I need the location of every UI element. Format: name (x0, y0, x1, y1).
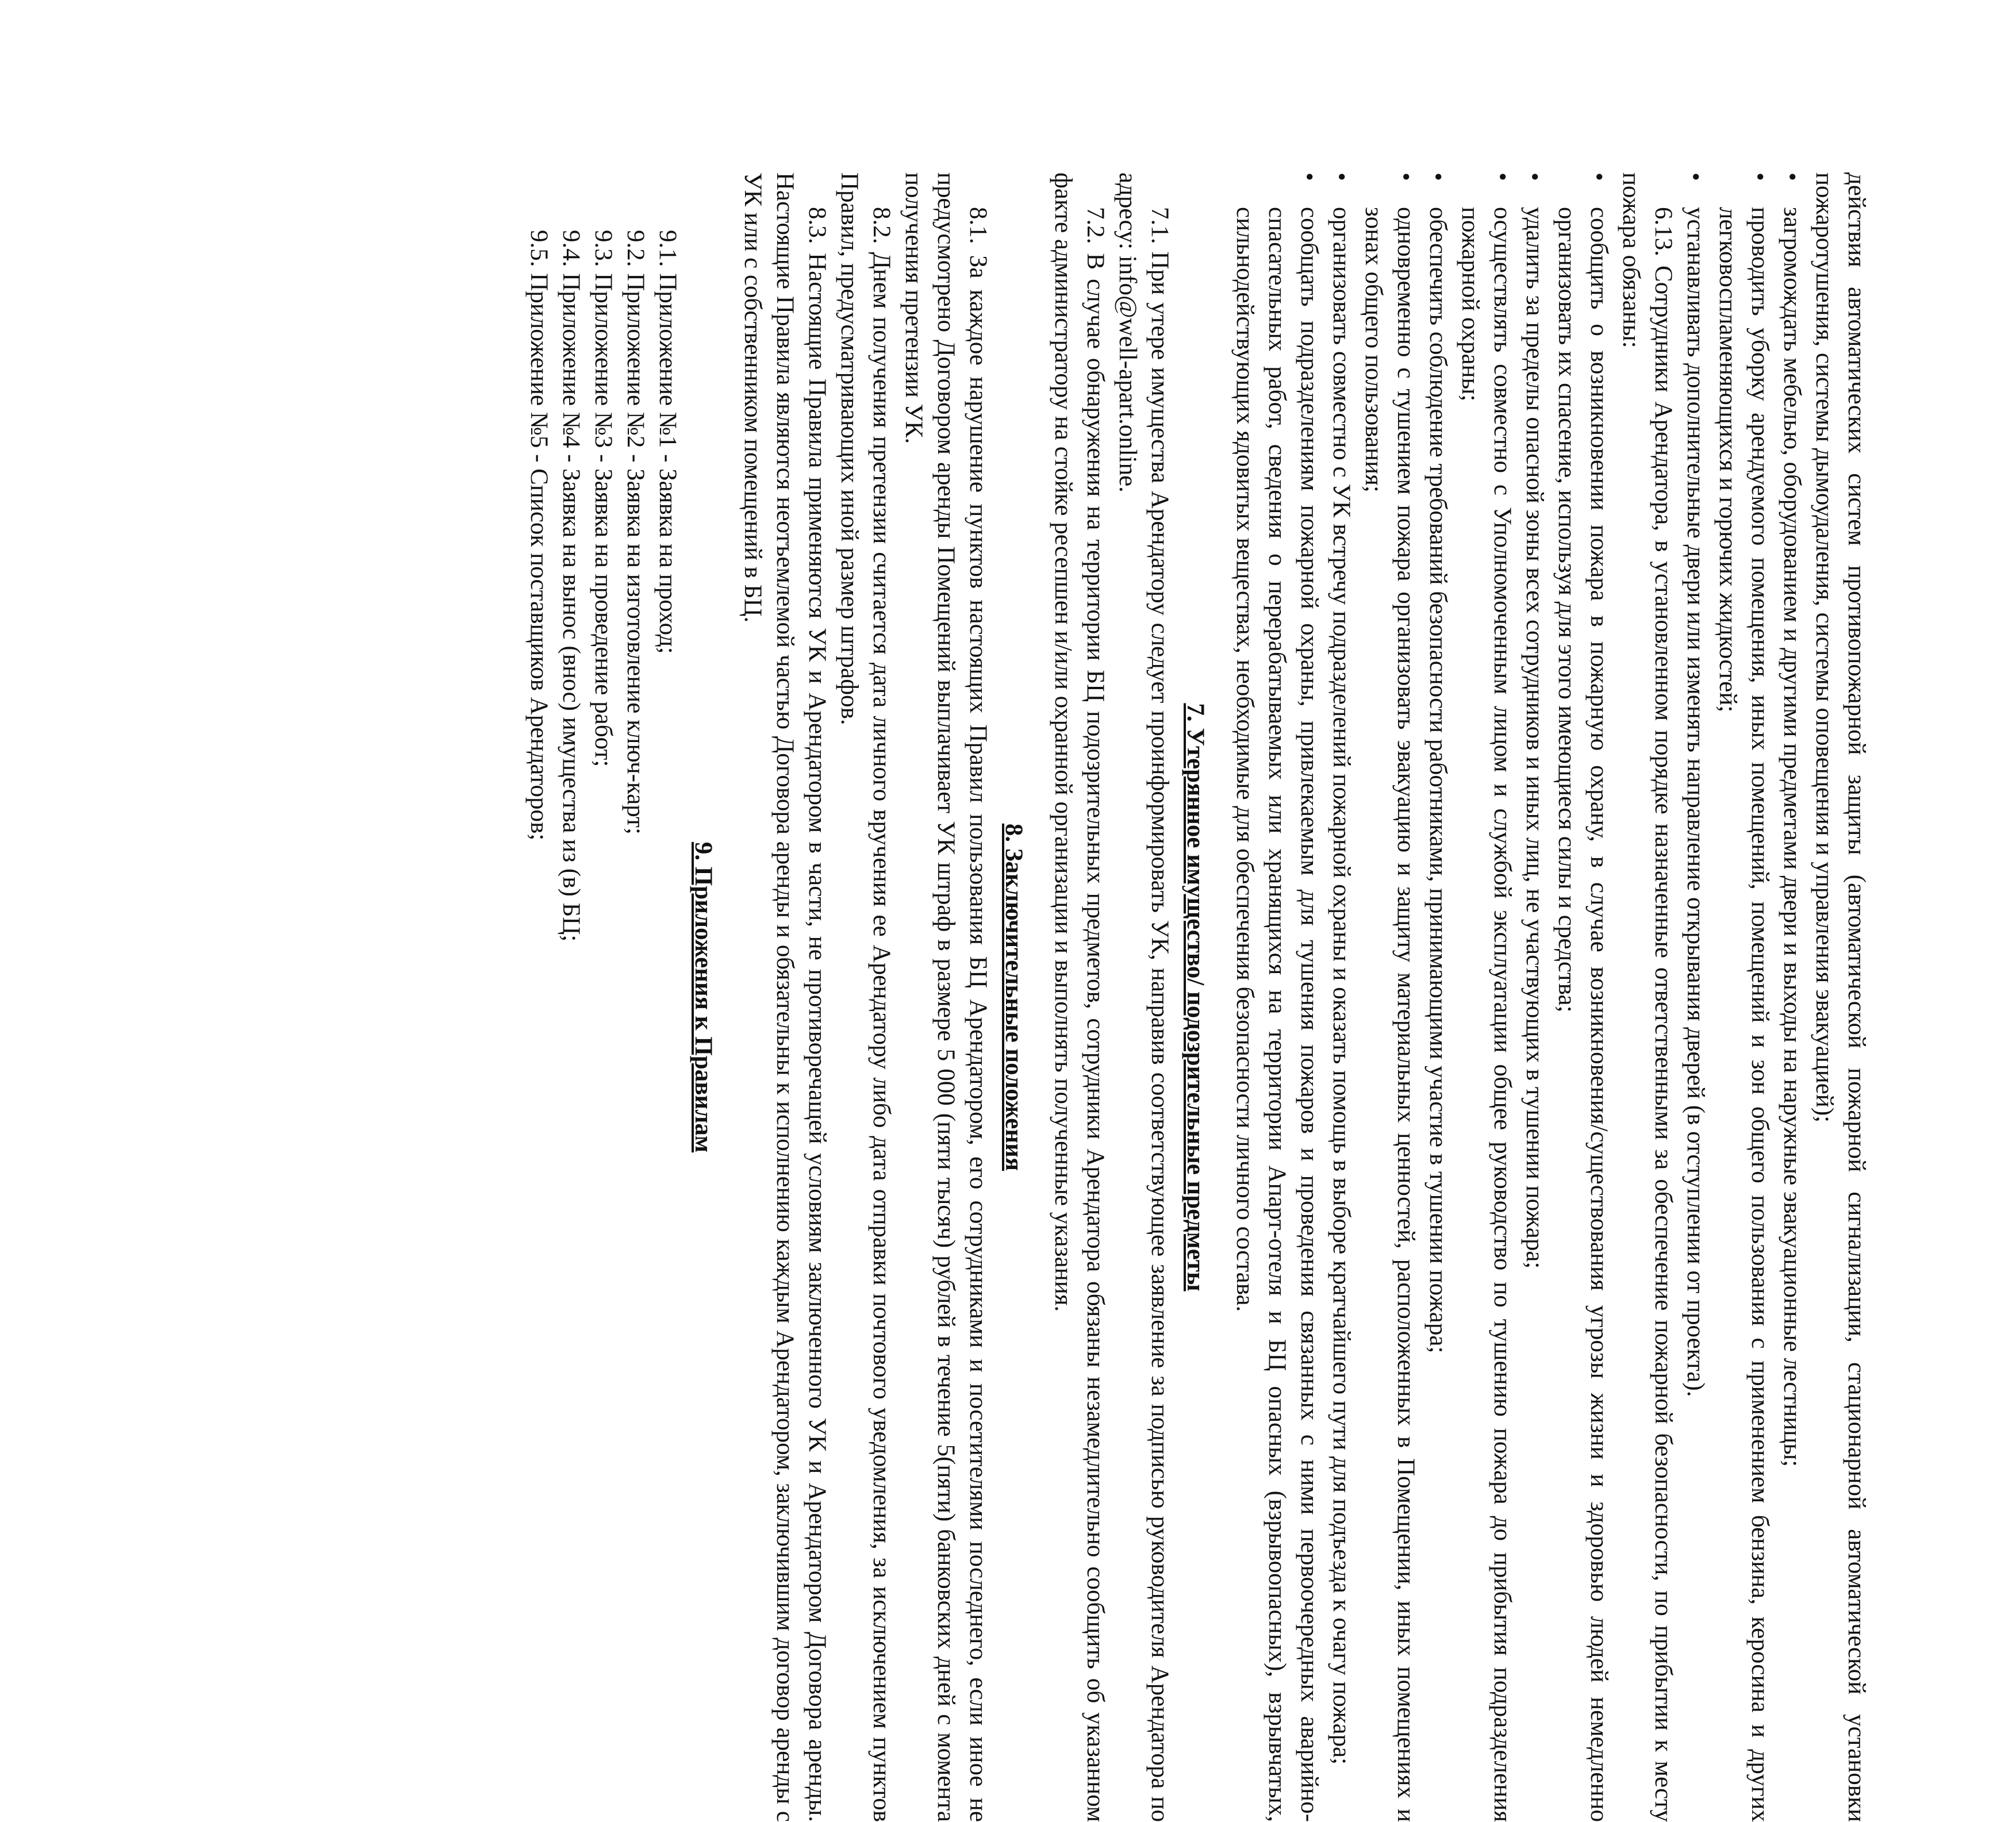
annex-item: 9.5. Приложение №5 - Список поставщиков Арендаторов; (525, 230, 552, 841)
annex-item: 9.4. Приложение №4 - Заявка на вынос (внос) имущества из (в) БЦ; (558, 230, 585, 942)
section-9-heading: 9. Приложения к Правилам (690, 841, 717, 1153)
annex-item: 9.2. Приложение №2 - Заявка на изготовление ключ-карт; (622, 230, 649, 835)
section-8-heading: 8. Заключительные положения (1000, 823, 1027, 1171)
bullet-item: • организовать совместно с УК встречу подразделений пожарной охраны и оказать помощь в выборе кратчайшего пути для подъезда к очагу пожара; (1325, 172, 1357, 1822)
paragraph-fire-systems: действия автоматических систем противопожарной защиты (автоматической пожарной сигнализации, стационарной автоматической установки пожаротушения, системы дымоудаления, системы оповещения и управления эвакуацией); (1811, 172, 1870, 1822)
bullet-item: • обеспечить соблюдение требований безопасности работниками, принимающими участие в тушении пожара; (1422, 172, 1454, 1822)
annex-item: 9.1. Приложение №1 - Заявка на проход; (654, 230, 681, 654)
paragraph-8-1: 8.1. За каждое нарушение пунктов настоящих Правил пользования БЦ Арендатором, его сотрудниками и посетителями последнего, если иное не предусмотрено Договором аренды Помещений выплачивает УК штраф в размере 5 000 (пяти тысяч) рублей в течение 5(пяти) банковских дней с момента получения претензии УК. (900, 172, 992, 1822)
bullet-item: • удалить за пределы опасной зоны всех сотрудников и иных лиц, не участвующих в тушении пожара; (1518, 172, 1550, 1822)
bullet-item: • осуществлять совместно с Уполномоченным лицом и службой эксплуатации общее руководство по тушению пожара до прибытия подразделения пожарной охраны; (1454, 172, 1518, 1822)
document-body (523, 172, 1872, 1822)
bullet-item: • устанавливать дополнительные двери или изменять направление открывания дверей (в отступлении от проекта). (1679, 172, 1711, 1822)
bullet-item: • проводить уборку арендуемого помещения, иных помещений, помещений и зон общего пользования с применением бензина, керосина и других легковоспламеняющихся и горючих жидкостей; (1711, 172, 1776, 1822)
bullet-item: • одновременно с тушением пожара организовать эвакуацию и защиту материальных ценностей, расположенных в Помещении, иных помещениях и зонах общего пользования; (1357, 172, 1422, 1822)
paragraph-7-2: 7.2. В случае обнаружения на территории БЦ подозрительных предметов, сотрудники Арендатора обязаны незамедлительно сообщить об указанном факте администратору на стойке ресепшен и/или охранной организации и выполнять полученные указания. (1050, 172, 1109, 1822)
paragraph-6-13: 6.13. Сотрудники Арендатора, в установленном порядке назначенные ответственными за обеспечение пожарной безопасности, по прибытии к месту пожара обязаны: (1618, 172, 1677, 1822)
paragraph-8-2: 8.2. Днем получения претензии считается дата личного вручения ее Арендатору либо дата отправки почтового уведомления, за исключением пунктов Правил, предусматривающих иной размер штрафов. (836, 172, 895, 1822)
annex-item: 9.3. Приложение №3 - Заявка на проведение работ; (590, 230, 617, 767)
paragraph-7-1: 7.1. При утере имущества Арендатору следует проинформировать УК, направив соответствующее заявление за подписью руководителя Арендатора по адресу: info@well-apart.online. (1114, 172, 1173, 1822)
bullet-item: • загромождать мебелью, оборудованием и другими предметами двери и выходы на наружные эвакуационные лестницы; (1776, 172, 1808, 1822)
bullet-item: • сообщать подразделениям пожарной охраны, привлекаемым для тушения пожаров и проведения связанных с ними первоочередных аварийно-спасательных работ, сведения о перерабатываемых или хранящихся на территории Апарт-отеля и БЦ опасных (взрывоопасных), взрывчатых, сильнодействующих ядовитых веществах, необходимые для обеспечения безопасности личного состава. (1228, 172, 1325, 1822)
paragraph-8-3: 8.3. Настоящие Правила применяются УК и Арендатором в части, не противоречащей условиям заключенного УК и Арендатором Договора аренды. Настоящие Правила являются неотъемлемой частью Договора аренды и обязательны к исполнению каждым Арендатором, заключившим договор аренды с УК или с собственником помещений в БЦ. (739, 172, 831, 1822)
bullet-item: • сообщить о возникновении пожара в пожарную охрану, в случае возникновения/существования угрозы жизни и здоровью людей немедленно организовать их спасение, используя для этого имеющиеся силы и средства; (1550, 172, 1615, 1822)
section-7-heading: 7. Утерянное имущество/ подозрительные предметы (1182, 703, 1209, 1291)
